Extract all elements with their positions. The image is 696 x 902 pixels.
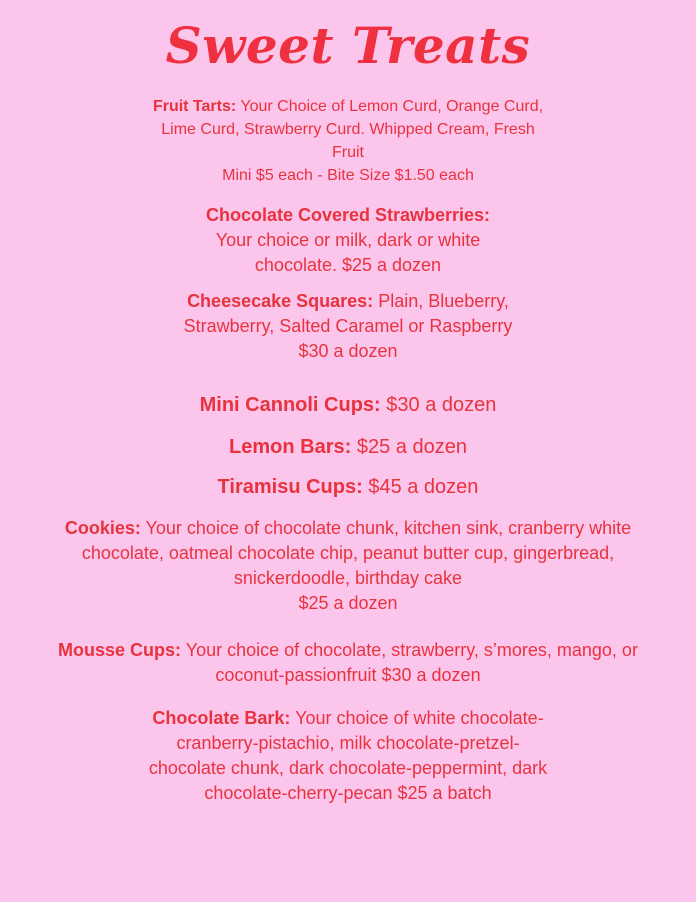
item-description: Your choice or milk, dark or white chocolate. $25 a dozen (215, 230, 481, 275)
menu-item-lemon-bars (0, 434, 696, 461)
menu-item-tiramisu-cups (0, 474, 696, 501)
item-price: $25 a dozen (298, 593, 398, 613)
menu-item-mousse-cups (0, 638, 696, 688)
item-price: Mini $5 each - Bite Size $1.50 each (222, 167, 474, 184)
item-name: Lemon Bars: (229, 436, 352, 458)
item-description: Plain, Blueberry, Strawberry, Salted Caramel or Raspberry (183, 291, 513, 336)
item-name: Chocolate Bark: (152, 708, 291, 728)
item-price: $30 a dozen (386, 394, 497, 416)
item-description: Your choice of chocolate, strawberry, s’mores, mango, or coconut-passionfruit $30 a dozen (185, 640, 638, 685)
item-name: Mini Cannoli Cups: (199, 394, 381, 416)
menu-item-chocolate-covered-strawberries (0, 203, 696, 278)
item-name: Cheesecake Squares: (187, 291, 374, 311)
menu-item-cheesecake-squares (0, 289, 696, 364)
menu-item-fruit-tarts (0, 95, 696, 187)
item-price: $45 a dozen (368, 476, 479, 498)
item-description: Your choice of chocolate chunk, kitchen sink, cranberry white chocolate, oatmeal chocolate chip, peanut butter cup, gingerbread, snickerdoodle, birthday cake (81, 518, 632, 588)
menu-item-mini-cannoli-cups (0, 392, 696, 419)
item-price: $25 a dozen (356, 436, 467, 458)
item-name: Mousse Cups: (58, 640, 182, 660)
item-name: Chocolate Covered Strawberries: (205, 205, 491, 225)
page-title: Sweet Treats (165, 16, 531, 75)
item-description: Your Choice of Lemon Curd, Orange Curd, Lime Curd, Strawberry Curd. Whipped Cream, Fresh Fruit (161, 98, 544, 161)
menu-item-cookies (0, 516, 696, 616)
menu-item-chocolate-bark (0, 706, 696, 806)
item-name: Cookies: (64, 518, 141, 538)
item-name: Tiramisu Cups: (217, 476, 363, 498)
item-description: Your choice of white chocolate-cranberry-pistachio, milk chocolate-pretzel-chocolate chunk, dark chocolate-peppermint, dark chocolate-cherry-pecan $25 a batch (148, 708, 548, 803)
item-price: $30 a dozen (298, 341, 398, 361)
item-name: Fruit Tarts: (152, 98, 237, 115)
